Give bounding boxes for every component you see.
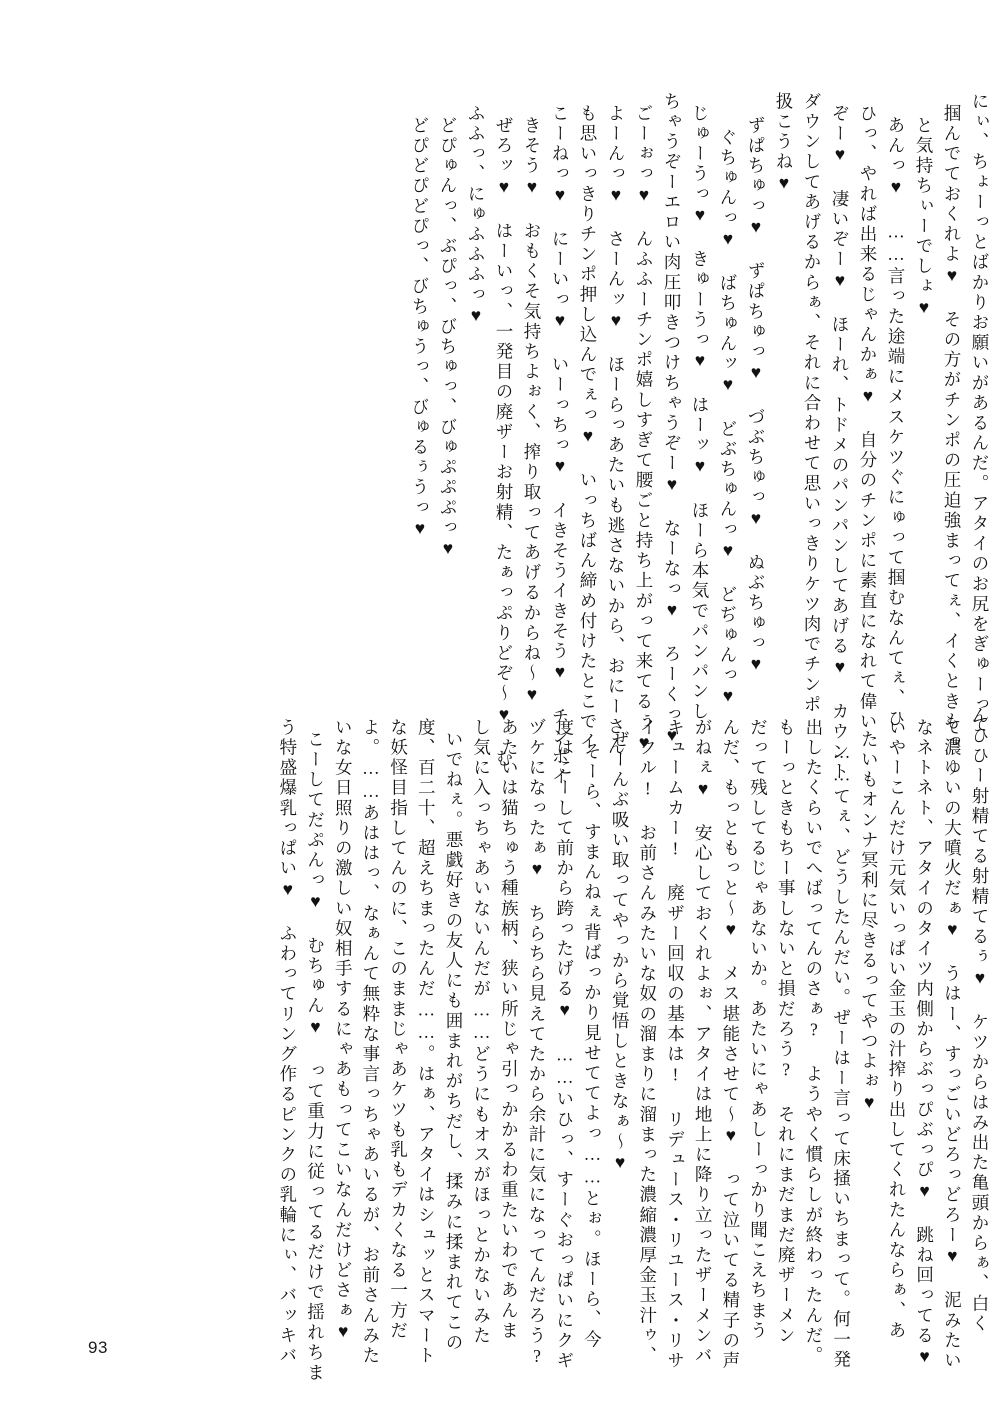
text-column: 度、百二十、超えちまったんだ……。はぁ、アタイはシュッとスマート (416, 718, 437, 1367)
text-column: て濃ゆいの大噴火だぁ♥ うはー、すっごいどろっどろー♥ 泥みたい (942, 718, 963, 1372)
text-column: いやーこんだけ元気いっぱい金玉の汁搾り出してくれたんならぁ、あ (886, 718, 907, 1342)
text-column: と気持ちぃーでしょ♥ (914, 116, 934, 320)
text-column: こーねっ♥ にーいっ♥ いーっちっ♥ イきそうイきそう♥ チンポイ (550, 104, 570, 788)
text-column: 出したくらいでへばってんのさぁ? ようやく慣らしが終わったんだ。 (803, 718, 824, 1367)
text-column: よ。……あははっ、なぁんて無粋な事言っちゃあいるが、お前さんみた (360, 718, 381, 1367)
text-column: ひっ、やれば出来るじゃんかぁ♥ 自分のチンポに素直になれて偉い (858, 104, 878, 733)
text-column: ずぱちゅっ♥ ずぱちゅっ♥ づぶちゅっ♥ ぬぶちゅっ♥ (746, 116, 766, 677)
page-number: 93 (88, 1338, 108, 1357)
text-column: ダウンしてあげるからぁ、それに合わせて思いっきりケツ肉でチンポ (802, 92, 822, 716)
text-column: ぞー♥ 凄いぞー♥ ほーれ、トドメのパンパンしてあげる♥ カウント (830, 104, 850, 783)
text-column: たいもオンナ冥利に尽きるってやつよぉ♥ (859, 730, 880, 1115)
text-column: どぴゅんっ、ぶぴっ、びちゅっ、びゅぷぷぷっ♥ (438, 116, 458, 561)
text-column: んひひー射精てる射精てるぅ♥ ケツからはみ出た亀頭からぁ、白く (970, 706, 990, 1335)
text-column: 度はこーして前から跨ったげる♥ ……いひっ、すーぐおっぱいにクギ (554, 718, 575, 1372)
text-column: ヅケになったぁ♥ ちらちら見えてたから余計に気になってんだろう? (527, 718, 547, 1369)
text-column: がねぇ♥ 安心しておくれよぉ、アタイは地上に降り立ったザーメンバ (693, 718, 714, 1367)
text-column: ちゃうぞーエロい肉圧叩きつけちゃうぞー♥ なーなっ♥ ろーくっ♥ (662, 92, 682, 748)
text-column: 扱こうね♥ (774, 92, 794, 195)
text-block-upper (108, 92, 990, 788)
text-column: こーしてだぷんっ♥ むちゅん♥ って重力に従ってるだけで揺れちま (305, 730, 326, 1384)
text-column: な妖怪目指してんのに、このままじゃあケツも乳もデカくなる一方だ (388, 718, 409, 1342)
text-column: う特盛爆乳っぱい♥ ふわってリング作るピンクの乳輪にぃ、バッキバ (277, 718, 298, 1367)
text-column: にぃ、ちょーっとばかりお願いがあるんだ。アタイのお尻をぎゅーって (970, 92, 990, 736)
text-column: もーっときもちー事しないと損だろう? それにまだまだ廃ザーメン (776, 718, 797, 1347)
text-column: じゅーうっ♥ きゅーうっ♥ はーッ♥ ほーら本気でパンパンし (690, 104, 710, 722)
text-column: ……てぇ、どうしたんだい。ぜーはー言って床掻いちまって。何一発 (831, 742, 852, 1371)
text-column: んだ、もっともっと〜♥ メス堪能させて〜♥ って泣いてる精子の声 (720, 718, 741, 1372)
text-column: だって残してるじゃあないか。あたいにゃあしーっかり聞こえちまう (748, 718, 769, 1342)
text-column: イクル! お前さんみたいな奴の溜まりに溜まった濃縮濃厚金玉汁ゥ、 (637, 718, 658, 1367)
text-column: いな女日照りの激しい奴相手するにゃあもってこいなんだけどさぁ♥ (333, 718, 354, 1344)
text-column: なネトネト、アタイのタイツ内側からぶっぴぶっぴ♥ 跳ね回ってる♥ (914, 718, 935, 1369)
text-column: いでねぇ。悪戯好きの友人にも囲まれがちだし、揉みに揉まれてこの (443, 730, 464, 1354)
text-column: ぜろッ♥ はーいっ、一発目の廃ザーお射精、たぁっぷりどぞ〜♥ む (494, 116, 514, 770)
text-column: あんっ♥ ……言った途端にメスケツぐにゅって掴むなんてぇ、ひ (886, 116, 906, 729)
text-column: あたいは猫ちゅう種族柄、狭い所じゃ引っかかるわ重たいわであんま (499, 718, 520, 1342)
text-column: ごーぉっ♥ んふふーチンポ嬉しすぎて腰ごと持ち上がって来てるぅ♥ (634, 104, 654, 755)
text-column: し気に入っちゃあいないんだが……どうにもオスがほっとかないみた (471, 718, 492, 1347)
text-column: そーら、すまんねぇ背ばっかり見せててよっ……とぉ。ほーら、今 (582, 742, 603, 1350)
text-column: も思いっきりチンポ押し込んでぇっ♥ いっちばん締め付けたとこでイ (578, 104, 598, 753)
text-column: きそう♥ おもくそ気持ちよぉく、搾り取ってあげるからね〜♥ (522, 116, 542, 707)
text-column: ぜーんぶ吸い取ってやっから覚悟しときなぁ〜♥ (610, 730, 631, 1175)
text-column: ぐちゅんっ♥ ばちゅんッ♥ どぶちゅんっ♥ どぢゅんっ♥ (718, 128, 738, 709)
text-column: 掴んでておくれよ♥ その方がチンポの圧迫強まってぇ、イくときもっ (942, 104, 962, 753)
text-column: どぴどぴどぴっ、びちゅうっ、びゅるぅうっ♥ (410, 116, 430, 541)
text-column: ふふっ、にゅふふふっ♥ (466, 104, 486, 328)
text-column: キュームカー! 廃ザー回収の基本は! リデュース・リユース・リサ (665, 718, 686, 1372)
text-column: よーんっ♥ さーんッ♥ ほーらっあたいも逃さないから、おにーさん (606, 104, 626, 758)
